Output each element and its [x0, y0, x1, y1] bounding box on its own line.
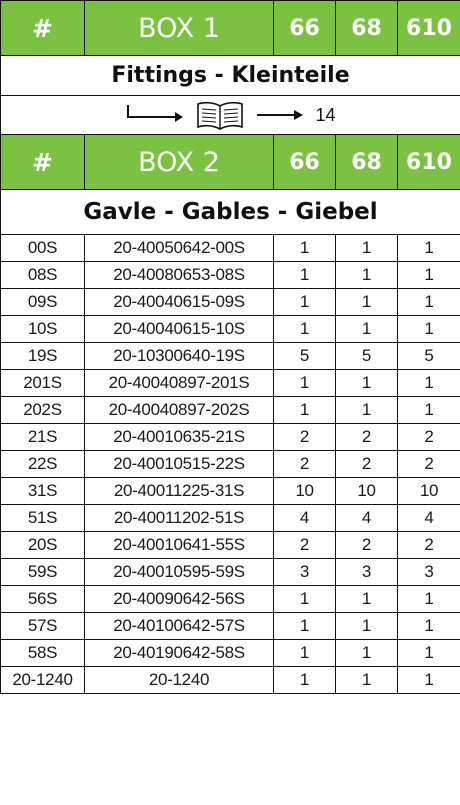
part-number-cell: 20-40190642-58S	[85, 640, 274, 667]
part-number-cell: 20-40040615-10S	[85, 316, 274, 343]
part-id-cell: 10S	[1, 316, 85, 343]
qty-68-cell: 1	[336, 235, 398, 262]
right-arrow-icon	[255, 107, 305, 123]
qty-610-cell: 1	[398, 613, 460, 640]
part-id-cell: 20-1240	[1, 667, 85, 694]
part-number-cell: 20-40040897-201S	[85, 370, 274, 397]
qty-66-cell: 4	[274, 505, 336, 532]
part-number-cell: 20-10300640-19S	[85, 343, 274, 370]
qty-66-cell: 1	[274, 235, 336, 262]
qty-610-cell: 2	[398, 451, 460, 478]
part-id-cell: 59S	[1, 559, 85, 586]
qty-610-cell: 2	[398, 424, 460, 451]
part-id-cell: 56S	[1, 586, 85, 613]
part-number-cell: 20-1240	[85, 667, 274, 694]
part-id-cell: 21S	[1, 424, 85, 451]
part-id-cell: 201S	[1, 370, 85, 397]
table-row	[1, 370, 460, 397]
part-id-cell: 22S	[1, 451, 85, 478]
box1-size-610-cell: 610	[398, 1, 460, 56]
gavle-title: Gavle - Gables - Giebel	[1, 190, 460, 235]
part-number-cell: 20-40011202-51S	[85, 505, 274, 532]
table-row	[1, 667, 460, 694]
qty-610-cell: 1	[398, 289, 460, 316]
table-row	[1, 424, 460, 451]
part-id-cell: 51S	[1, 505, 85, 532]
qty-68-cell: 1	[336, 397, 398, 424]
part-id-cell: 202S	[1, 397, 85, 424]
box1-size-68-cell: 68	[336, 1, 398, 56]
table-row	[1, 397, 460, 424]
qty-68-cell: 1	[336, 586, 398, 613]
box2-title-cell: BOX 2	[85, 135, 274, 190]
qty-68-cell: 2	[336, 532, 398, 559]
table-row	[1, 586, 460, 613]
gavle-title-row	[1, 190, 460, 235]
qty-66-cell: 1	[274, 316, 336, 343]
part-id-cell: 58S	[1, 640, 85, 667]
book-icon	[195, 100, 245, 130]
part-number-cell: 20-40040615-09S	[85, 289, 274, 316]
box2-hash-cell: #	[1, 135, 85, 190]
part-id-cell: 31S	[1, 478, 85, 505]
qty-610-cell: 5	[398, 343, 460, 370]
part-number-cell: 20-40040897-202S	[85, 397, 274, 424]
box2-size-68-cell: 68	[336, 135, 398, 190]
table-row	[1, 505, 460, 532]
qty-66-cell: 1	[274, 613, 336, 640]
table-row	[1, 262, 460, 289]
box2-size-610-cell: 610	[398, 135, 460, 190]
qty-66-cell: 1	[274, 289, 336, 316]
qty-68-cell: 1	[336, 289, 398, 316]
qty-68-cell: 1	[336, 316, 398, 343]
table-row	[1, 478, 460, 505]
fittings-ref-row	[1, 96, 460, 135]
table-row	[1, 235, 460, 262]
qty-610-cell: 1	[398, 586, 460, 613]
fittings-title-row	[1, 56, 460, 96]
table-row	[1, 316, 460, 343]
table-row	[1, 451, 460, 478]
part-number-cell: 20-40011225-31S	[85, 478, 274, 505]
qty-66-cell: 5	[274, 343, 336, 370]
part-id-cell: 20S	[1, 532, 85, 559]
qty-68-cell: 3	[336, 559, 398, 586]
qty-610-cell: 1	[398, 235, 460, 262]
qty-66-cell: 1	[274, 640, 336, 667]
qty-610-cell: 1	[398, 316, 460, 343]
table-row	[1, 640, 460, 667]
qty-610-cell: 1	[398, 667, 460, 694]
bent-arrow-icon	[125, 104, 185, 126]
table-row	[1, 343, 460, 370]
part-id-cell: 00S	[1, 235, 85, 262]
qty-610-cell: 1	[398, 262, 460, 289]
part-id-cell: 09S	[1, 289, 85, 316]
table-row	[1, 289, 460, 316]
qty-66-cell: 2	[274, 451, 336, 478]
fittings-title: Fittings - Kleinteile	[1, 56, 460, 96]
qty-610-cell: 1	[398, 397, 460, 424]
part-number-cell: 20-40010635-21S	[85, 424, 274, 451]
qty-66-cell: 1	[274, 586, 336, 613]
part-number-cell: 20-40010595-59S	[85, 559, 274, 586]
table-row	[1, 559, 460, 586]
qty-68-cell: 1	[336, 667, 398, 694]
box2-header-row	[1, 135, 460, 190]
qty-610-cell: 2	[398, 532, 460, 559]
qty-66-cell: 1	[274, 397, 336, 424]
qty-68-cell: 2	[336, 451, 398, 478]
qty-68-cell: 1	[336, 370, 398, 397]
qty-610-cell: 1	[398, 370, 460, 397]
box2-size-66-cell: 66	[274, 135, 336, 190]
box1-size-66-cell: 66	[274, 1, 336, 56]
part-id-cell: 57S	[1, 613, 85, 640]
table-row	[1, 532, 460, 559]
qty-66-cell: 10	[274, 478, 336, 505]
box1-header-row	[1, 1, 460, 56]
qty-68-cell: 1	[336, 640, 398, 667]
part-number-cell: 20-40090642-56S	[85, 586, 274, 613]
part-id-cell: 19S	[1, 343, 85, 370]
page-reference: 14	[315, 104, 336, 125]
qty-610-cell: 10	[398, 478, 460, 505]
part-number-cell: 20-40100642-57S	[85, 613, 274, 640]
part-number-cell: 20-40080653-08S	[85, 262, 274, 289]
qty-66-cell: 2	[274, 424, 336, 451]
part-id-cell: 08S	[1, 262, 85, 289]
qty-610-cell: 3	[398, 559, 460, 586]
qty-68-cell: 1	[336, 613, 398, 640]
qty-68-cell: 4	[336, 505, 398, 532]
table-row	[1, 613, 460, 640]
fittings-ref-cell	[1, 96, 460, 135]
part-number-cell: 20-40010641-55S	[85, 532, 274, 559]
qty-66-cell: 1	[274, 667, 336, 694]
qty-610-cell: 1	[398, 640, 460, 667]
part-number-cell: 20-40050642-00S	[85, 235, 274, 262]
part-number-cell: 20-40010515-22S	[85, 451, 274, 478]
box1-hash-cell: #	[1, 1, 85, 56]
box1-title-cell: BOX 1	[85, 1, 274, 56]
qty-68-cell: 5	[336, 343, 398, 370]
qty-66-cell: 2	[274, 532, 336, 559]
qty-610-cell: 4	[398, 505, 460, 532]
qty-66-cell: 1	[274, 370, 336, 397]
qty-68-cell: 10	[336, 478, 398, 505]
qty-68-cell: 2	[336, 424, 398, 451]
qty-68-cell: 1	[336, 262, 398, 289]
qty-66-cell: 3	[274, 559, 336, 586]
qty-66-cell: 1	[274, 262, 336, 289]
